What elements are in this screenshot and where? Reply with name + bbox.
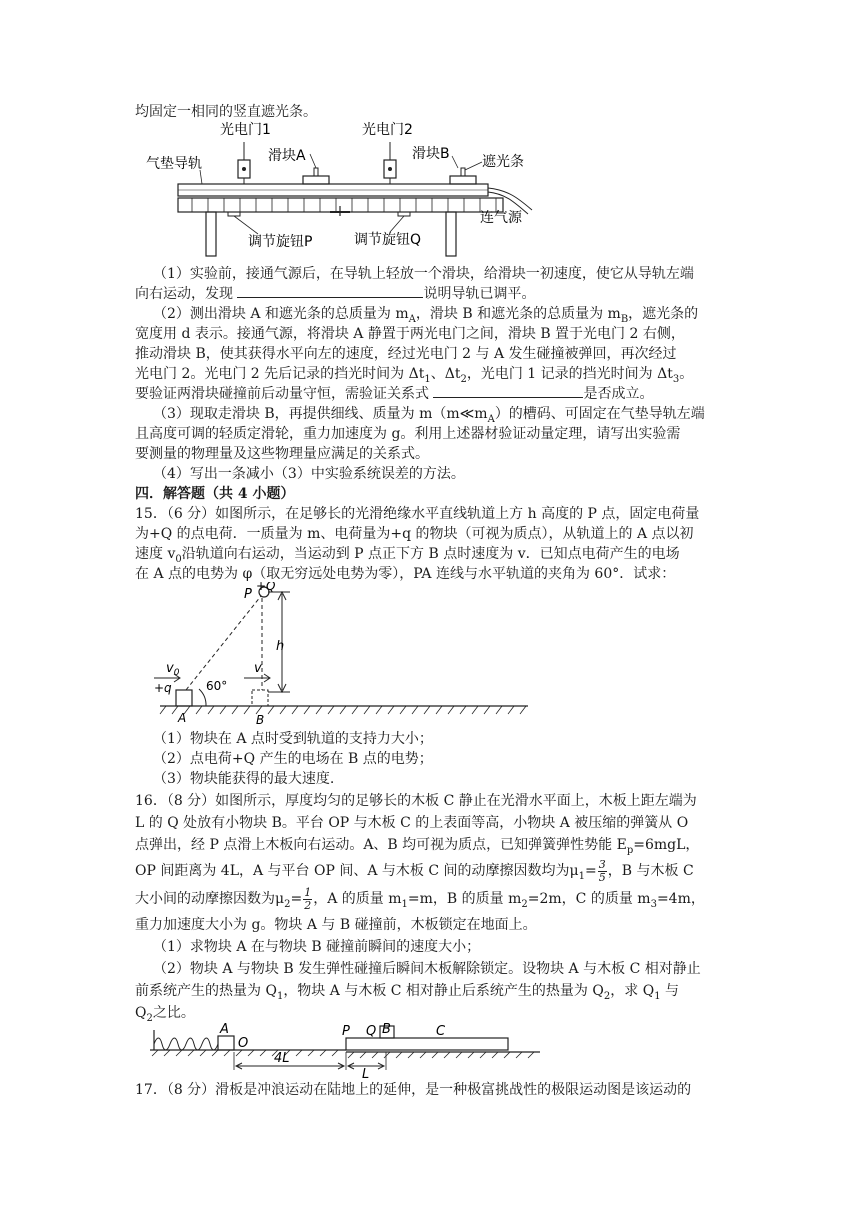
v-label: v xyxy=(254,661,262,676)
slider-b-label: 滑块B xyxy=(412,146,450,162)
text-line: 宽度用 d 表示。接通气源，将滑块 A 静置于两光电门之间，滑块 B 置于光电门 2 右侧， xyxy=(135,326,685,342)
text-line: OP 间距离为 4L，A 与平台 OP 间、A 与木板 C 间的动摩擦因数均为$\mu_1=$ $\frac{3}{5}$ ，B 与木板 C xyxy=(135,857,694,884)
text-line: （2）点电荷+Q 产生的电场在 B 点的电势； xyxy=(153,751,433,767)
section-heading: 四．解答题（共 4 小题） xyxy=(135,486,295,502)
air-track-figure xyxy=(140,118,540,264)
charge-label: +Q xyxy=(256,582,276,593)
text-line: 为+Q 的点电荷．一质量为 m、电荷量为+q 的物块（可视为质点），从轨道上的 A 点以初 xyxy=(135,526,694,542)
text-line: 在 A 点的电势为 φ（取无穷远处电势为零），PA 连线与水平轨道的夹角为 60°．试求： xyxy=(135,566,676,582)
angle-label: 60° xyxy=(206,679,228,693)
text-line: 推动滑块 B，使其获得水平向左的速度，经过光电门 2 与 A 发生碰撞被弹回，再次经过 xyxy=(135,346,677,362)
text-line: （2）测出滑块 A 和遮光条的总质量为 $m_A$，滑块 B 和遮光条的总质量为 $m_B$，遮光条的 xyxy=(153,306,699,325)
b-label: B xyxy=(382,1022,391,1037)
text-line: 16．（8 分）如图所示，厚度均匀的足够长的木板 C 静止在光滑水平面上，木板上距左端为 xyxy=(135,793,697,809)
text-line: （2）物块 A 与物块 B 发生弹性碰撞后瞬间木板解除锁定。设物块 A 与木板 C 相对静止 xyxy=(153,961,701,977)
fraction: $\frac{1}{2}$ xyxy=(304,885,312,912)
v0-label: $v_0$ xyxy=(166,661,180,678)
air-source-label: 连气源 xyxy=(480,210,522,226)
text-line: 前系统产生的热量为 $Q_1$，物块 A 与木板 C 相对静止后系统产生的热量为 $Q_2$，求 $Q_1$ 与 xyxy=(135,983,680,1002)
text-line: （3）现取走滑块 B，再提供细线、质量为 $m(m≪m_A)$的槽码、可固定在气垫导轨左端 xyxy=(153,406,705,425)
b-label: B xyxy=(256,713,265,726)
knob-q-label: 调节旋钮Q xyxy=(354,232,422,248)
text-line: 15．（6 分）如图所示，在足够长的光滑绝缘水平直线轨道上方 h 高度的 P 点，固定电荷量 xyxy=(135,506,700,522)
text-line: 向右运动，发现 说明导轨已调平。 xyxy=(135,286,536,302)
a-label: A xyxy=(178,711,187,725)
text-line: $Q_2$之比。 xyxy=(135,1005,195,1024)
text-line: （1）实验前，接通气源后，在导轨上轻放一个滑块，给滑块一初速度，使它从导轨左端 xyxy=(153,266,694,282)
c-label: C xyxy=(436,1024,446,1039)
answer-blank[interactable] xyxy=(237,284,423,298)
o-label: O xyxy=(238,1036,249,1051)
slider-a-label: 滑块A xyxy=(268,148,306,164)
text-line: 重力加速度大小为 g。物块 A 与 B 碰撞前，木板锁定在地面上。 xyxy=(135,917,537,933)
h-label: h xyxy=(276,639,285,654)
text-line: 点弹出，经 P 点滑上木板向右运动。A、B 均可视为质点，已知弹簧弹性势能 $E_p=6mgL$， xyxy=(135,837,700,856)
fraction: $\frac{3}{5}$ xyxy=(598,857,606,884)
rail-label: 气垫导轨 xyxy=(146,156,202,172)
p-label: P xyxy=(244,587,252,602)
text-line: （1）物块在 A 点时受到轨道的支持力大小； xyxy=(153,731,433,747)
text-line: 要测量的物理量及这些物理量应满足的关系式。 xyxy=(135,446,429,462)
text-line: 17．（8 分）滑板是冲浪运动在陆地上的延伸，是一种极富挑战性的极限运动图是该运动的 xyxy=(135,1082,692,1098)
text-line: （4）写出一条减小（3）中实验系统误差的方法。 xyxy=(153,466,465,482)
gate2-label: 光电门2 xyxy=(362,122,413,138)
4l-label: 4L xyxy=(274,1051,290,1066)
text-line: （3）物块能获得的最大速度. xyxy=(153,771,335,787)
shade-label: 遮光条 xyxy=(482,154,524,170)
a-label: A xyxy=(220,1022,229,1037)
text-line: L 的 Q 处放有小物块 B。平台 OP 与木板 C 的上表面等高，小物块 A 被压缩的弹簧从 O xyxy=(135,815,689,831)
answer-blank[interactable] xyxy=(433,384,583,398)
text-line: 光电门 2。光电门 2 先后记录的挡光时间为 $\Delta t_1$、$\Delta t_2$，光电门 1 记录的挡光时间为 $\Delta t_3$。 xyxy=(135,366,694,385)
text-line: 且高度可调的轻质定滑轮，重力加速度为 g。利用上述器材验证动量定理，请写出实验需 xyxy=(135,426,681,442)
q-label: Q xyxy=(366,1024,377,1039)
spring-board-figure xyxy=(150,1022,550,1080)
gate1-label: 光电门1 xyxy=(220,122,271,138)
text-line: 均固定一相同的竖直遮光条。 xyxy=(135,104,317,120)
charge-track-figure xyxy=(150,582,530,726)
text-line: （1）求物块 A 在与物块 B 碰撞前瞬间的速度大小； xyxy=(153,939,481,955)
knob-p-label: 调节旋钮P xyxy=(248,234,313,250)
text-line: 速度 $v_0$沿轨道向右运动，当运动到 P 点正下方 B 点时速度为 v．已知点电荷产生的电场 xyxy=(135,546,680,565)
p-label: P xyxy=(342,1024,350,1039)
l-label: L xyxy=(362,1067,370,1080)
q-label: +q xyxy=(154,681,172,695)
text-line: 大小间的动摩擦因数为$\mu_2=$ $\frac{1}{2}$ ，A 的质量 $m_1=m$，B 的质量 $m_2=2m$，C 的质量 $m_3=4m$， xyxy=(135,885,705,912)
text-line: 要验证两滑块碰撞前后动量守恒，需验证关系式 是否成立。 xyxy=(135,386,654,402)
